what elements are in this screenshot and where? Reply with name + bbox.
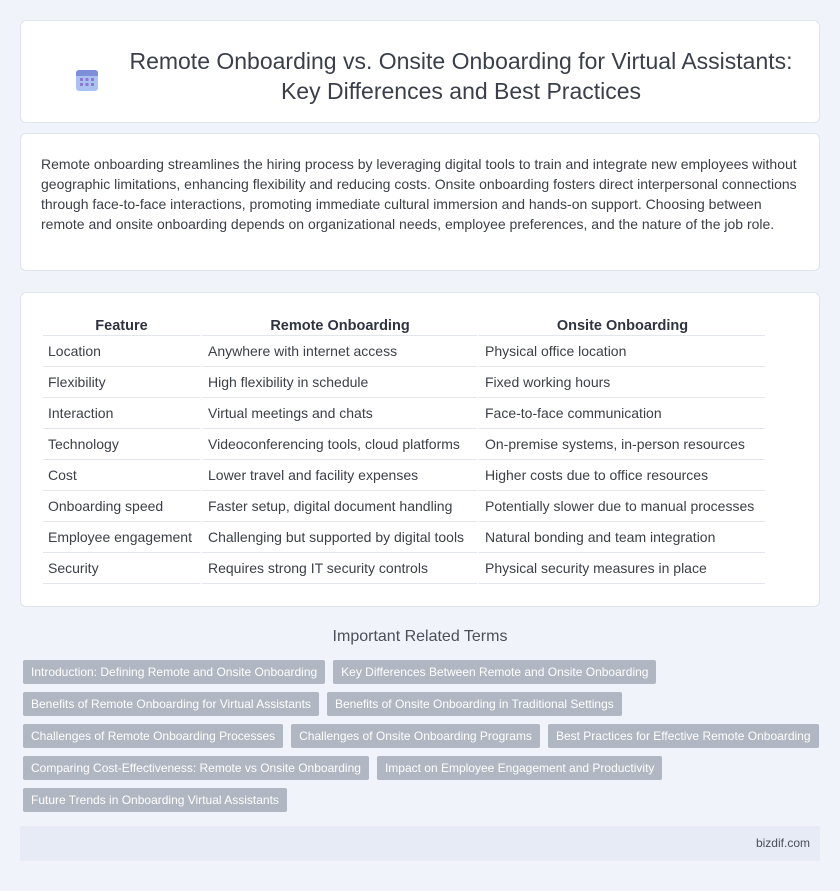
footer	[20, 826, 820, 861]
remote-cell: Challenging but supported by digital tools	[200, 522, 477, 553]
related-term-link[interactable]: Comparing Cost-Effectiveness: Remote vs Onsite Onboarding	[23, 756, 369, 780]
comparison-card	[20, 292, 820, 607]
page-title	[111, 46, 811, 106]
table-row	[43, 429, 765, 460]
feature-cell: Security	[43, 553, 200, 584]
footer-site-link[interactable]: bizdif.com	[755, 836, 810, 850]
table-row	[43, 460, 765, 491]
intro-card	[20, 133, 820, 271]
tag-row	[23, 756, 823, 780]
feature-cell: Technology	[43, 429, 200, 460]
header-onsite: Onsite Onboarding	[477, 316, 765, 336]
remote-cell: Virtual meetings and chats	[200, 398, 477, 429]
remote-cell: Lower travel and facility expenses	[200, 460, 477, 491]
table-row	[43, 522, 765, 553]
remote-cell: Requires strong IT security controls	[200, 553, 477, 584]
remote-cell: Anywhere with internet access	[200, 336, 477, 367]
remote-cell: High flexibility in schedule	[200, 367, 477, 398]
related-terms-heading: Important Related Terms	[332, 628, 508, 645]
feature-cell: Interaction	[43, 398, 200, 429]
table-row	[43, 336, 765, 367]
onsite-cell: Physical office location	[477, 336, 765, 367]
table-row	[43, 398, 765, 429]
related-terms-list	[23, 660, 823, 820]
related-term-link[interactable]: Impact on Employee Engagement and Productivity	[377, 756, 662, 780]
related-term-link[interactable]: Challenges of Onsite Onboarding Programs	[291, 724, 540, 748]
onsite-cell: Physical security measures in place	[477, 553, 765, 584]
table-header-row	[43, 316, 765, 336]
onsite-cell: Potentially slower due to manual processes	[477, 491, 765, 522]
remote-cell: Videoconferencing tools, cloud platforms	[200, 429, 477, 460]
feature-cell: Location	[43, 336, 200, 367]
tag-row	[23, 692, 823, 716]
table-row	[43, 367, 765, 398]
related-term-link[interactable]: Future Trends in Onboarding Virtual Assistants	[23, 788, 287, 812]
title-card	[20, 20, 820, 123]
related-term-link[interactable]: Best Practices for Effective Remote Onboarding	[548, 724, 819, 748]
onsite-cell: Fixed working hours	[477, 367, 765, 398]
related-term-link[interactable]: Benefits of Onsite Onboarding in Traditional Settings	[327, 692, 622, 716]
related-term-link[interactable]: Challenges of Remote Onboarding Processes	[23, 724, 283, 748]
page-title-line-2: Key Differences and Best Practices	[280, 78, 642, 104]
related-term-link[interactable]: Benefits of Remote Onboarding for Virtual Assistants	[23, 692, 319, 716]
feature-cell: Cost	[43, 460, 200, 491]
onsite-cell: Higher costs due to office resources	[477, 460, 765, 491]
onsite-cell: Face-to-face communication	[477, 398, 765, 429]
related-term-link[interactable]: Introduction: Defining Remote and Onsite Onboarding	[23, 660, 325, 684]
related-term-link[interactable]: Key Differences Between Remote and Onsite Onboarding	[333, 660, 656, 684]
tag-row	[23, 724, 823, 748]
remote-cell: Faster setup, digital document handling	[200, 491, 477, 522]
intro-paragraph: Remote onboarding streamlines the hiring process by leveraging digital tools to train and integrate new employees without geographic limitations, enhancing flexibility and reducing costs. Onsite onboarding fosters direct interpersonal connections through face-to-face interactions, promoting immediate cultural immersion and hands-on support. Choosing between remote and onsite onboarding depends on organizational needs, employee preferences, and the nature of the job role.	[41, 156, 797, 232]
calendar-icon	[75, 68, 99, 92]
table-row	[43, 491, 765, 522]
comparison-table	[43, 316, 765, 584]
header-remote: Remote Onboarding	[200, 316, 477, 336]
header-feature: Feature	[43, 316, 200, 336]
feature-cell: Employee engagement	[43, 522, 200, 553]
onsite-cell: On-premise systems, in-person resources	[477, 429, 765, 460]
tag-row	[23, 788, 823, 812]
feature-cell: Onboarding speed	[43, 491, 200, 522]
table-row	[43, 553, 765, 584]
tag-row	[23, 660, 823, 684]
page-title-line-1: Remote Onboarding vs. Onsite Onboarding for Virtual Assistants:	[129, 48, 793, 74]
onsite-cell: Natural bonding and team integration	[477, 522, 765, 553]
feature-cell: Flexibility	[43, 367, 200, 398]
